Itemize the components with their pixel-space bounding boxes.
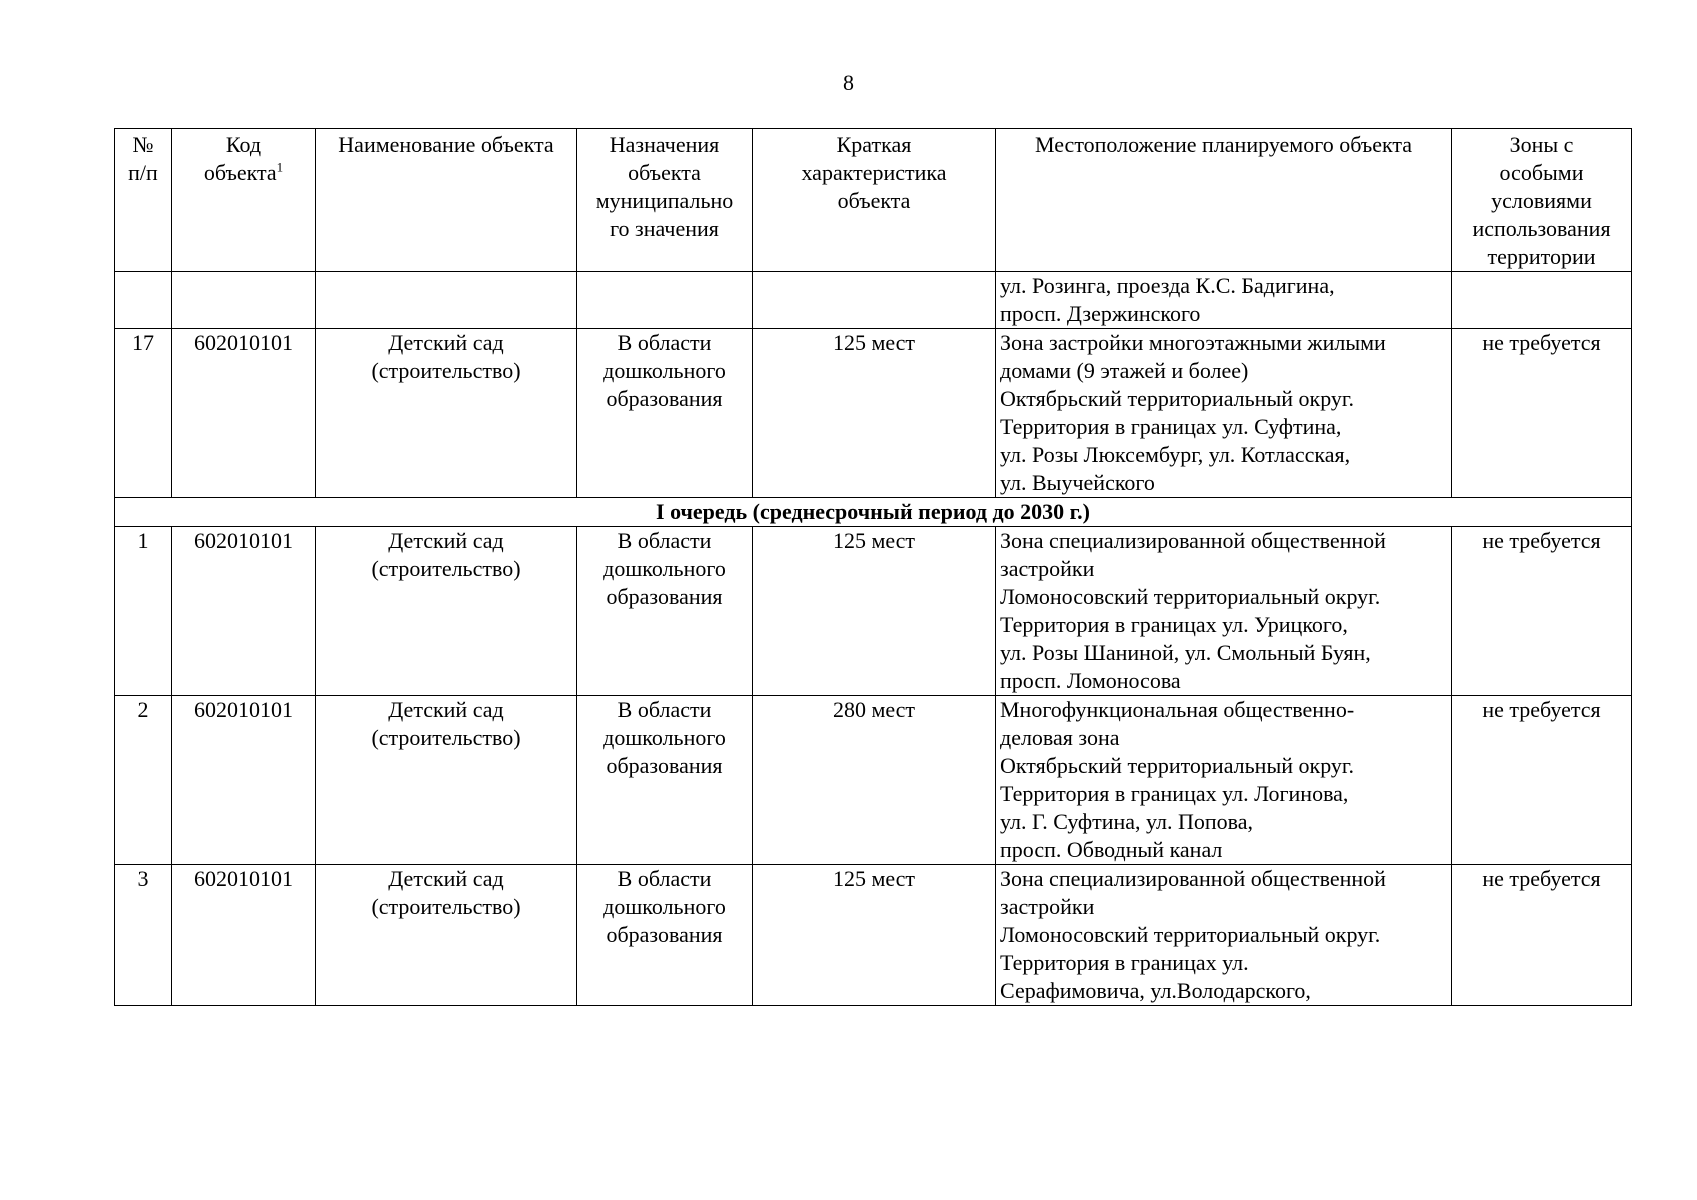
- cell-purpose: В области дошкольного образования: [577, 527, 753, 696]
- cell-characteristic: 280 мест: [753, 696, 996, 865]
- cell-num: 3: [115, 865, 172, 1006]
- cell-location: Зона застройки многоэтажными жилыми домами (9 этажей и более) Октябрьский территориальный округ. Территория в границах ул. Суфтина, ул. Розы Люксембург, ул. Котласская, ул. Выучейского: [996, 329, 1452, 498]
- cell-purpose: В области дошкольного образования: [577, 329, 753, 498]
- cell-code: 602010101: [172, 527, 316, 696]
- cell-code: 602010101: [172, 865, 316, 1006]
- table-row: [115, 329, 1632, 498]
- cell-num: 1: [115, 527, 172, 696]
- cell-code: 602010101: [172, 696, 316, 865]
- header-purpose: Назначения объекта муниципально го значения: [577, 129, 753, 272]
- cell-zones: не требуется: [1452, 527, 1632, 696]
- header-name: Наименование объекта: [316, 129, 577, 272]
- cell-location: Многофункциональная общественно- деловая зона Октябрьский территориальный округ. Территория в границах ул. Логинова, ул. Г. Суфтина, ул. Попова, просп. Обводный канал: [996, 696, 1452, 865]
- cell-purpose: В области дошкольного образования: [577, 696, 753, 865]
- table-row: [115, 696, 1632, 865]
- cell-name: Детский сад (строительство): [316, 329, 577, 498]
- cell-characteristic: 125 мест: [753, 527, 996, 696]
- header-num: № п/п: [115, 129, 172, 272]
- table-row: [115, 527, 1632, 696]
- page-number: 8: [843, 70, 854, 95]
- cell-num: 17: [115, 329, 172, 498]
- cell-code: 602010101: [172, 329, 316, 498]
- header-characteristic: Краткая характеристика объекта: [753, 129, 996, 272]
- cell-purpose: В области дошкольного образования: [577, 865, 753, 1006]
- section-row: [115, 498, 1632, 527]
- objects-table: [114, 128, 1632, 1006]
- cell-name: Детский сад (строительство): [316, 865, 577, 1006]
- cell-characteristic: 125 мест: [753, 865, 996, 1006]
- cell-characteristic: 125 мест: [753, 329, 996, 498]
- cell-location: Зона специализированной общественной застройки Ломоносовский территориальный округ. Территория в границах ул. Серафимовича, ул.Володарского,: [996, 865, 1452, 1006]
- section-title: I очередь (среднесрочный период до 2030 г.): [115, 498, 1632, 527]
- table-row-continuation: [115, 272, 1632, 329]
- table-header-row: [115, 129, 1632, 272]
- table-row: [115, 865, 1632, 1006]
- cell-location: ул. Розинга, проезда К.С. Бадигина, просп. Дзержинского: [996, 272, 1452, 329]
- cell-zones: не требуется: [1452, 329, 1632, 498]
- cell-zones: не требуется: [1452, 865, 1632, 1006]
- header-location: Местоположение планируемого объекта: [996, 129, 1452, 272]
- cell-location: Зона специализированной общественной застройки Ломоносовский территориальный округ. Территория в границах ул. Урицкого, ул. Розы Шаниной, ул. Смольный Буян, просп. Ломоносова: [996, 527, 1452, 696]
- header-zones: Зоны с особыми условиями использования территории: [1452, 129, 1632, 272]
- cell-num: 2: [115, 696, 172, 865]
- cell-zones: не требуется: [1452, 696, 1632, 865]
- cell-name: Детский сад (строительство): [316, 527, 577, 696]
- cell-name: Детский сад (строительство): [316, 696, 577, 865]
- header-code: Код объекта$^1$: [172, 129, 316, 272]
